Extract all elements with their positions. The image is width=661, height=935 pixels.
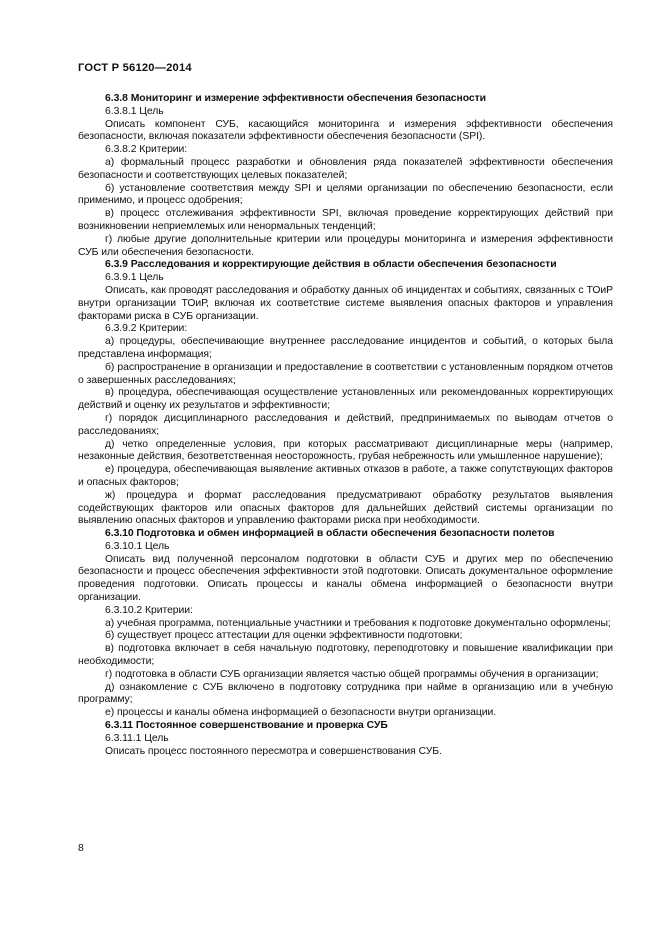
paragraph: в) процесс отслеживания эффективности SPI, включая проведение корректирующих действий при возникновении неприемлемых или ненормальных тенденций;: [78, 208, 613, 232]
paragraph: 6.3.10.2 Критерии:: [105, 604, 193, 616]
paragraph: г) любые другие дополнительные критерии или процедуры мониторинга и измерения эффективности СУБ или обеспечения безопасности.: [78, 233, 613, 258]
paragraph: в) подготовка включает в себя начальную подготовку, переподготовку и повышение квалификации при необходимости;: [78, 643, 613, 668]
paragraph: д) четко определенные условия, при которых рассматривают дисциплинарные меры (например, незаконные действия, безответственная неосторожность, грубая небрежность или умышленное нарушение);: [78, 438, 613, 463]
page-number: 8: [78, 843, 84, 854]
paragraph: 6.3.8.1 Цель: [105, 105, 164, 117]
paragraph: 6.3.11.1 Цель: [105, 732, 169, 744]
paragraph: в) процедура, обеспечивающая осуществление установленных или рекомендованных корректирующих действий и оценку их результатов и эффективности;: [78, 387, 613, 412]
paragraph: б) установление соответствия между SPI и целями организации по обеспечению безопасности, если применимо, и процесс одобрения;: [78, 182, 613, 207]
document-header-standard-id: ГОСТ Р 56120—2014: [78, 62, 192, 74]
paragraph: 6.3.8.2 Критерии:: [105, 144, 188, 156]
paragraph: б) распространение в организации и предоставление в соответствии с установленным порядком отчетов о завершенных расследованиях;: [78, 361, 613, 386]
section-heading: 6.3.10 Подготовка и обмен информацией в области обеспечения безопасности полетов: [105, 528, 555, 540]
paragraph: Описать вид полученной персоналом подготовки в области СУБ и других мер по обеспечению безопасности и процесс обеспечения эффективности этой подготовки. Описать документальное оформление проведения подготовки. Описать процессы и каналы обмена информацией о безопасности внутри организации.: [78, 553, 613, 604]
paragraph: г) порядок дисциплинарного расследования и действий, предпринимаемых по выводам отчетов о расследованиях;: [78, 412, 613, 437]
paragraph: ж) процедура и формат расследования предусматривают обработку результатов выявления содействующих факторов или опасных факторов для дальнейших действий системы организации по выявлению опасных факторов и управлению факторами риска при необходимости.: [78, 489, 613, 527]
paragraph: е) процедура, обеспечивающая выявление активных отказов в работе, а также сопутствующих факторов и опасных факторов;: [78, 464, 613, 488]
paragraph: 6.3.9.2 Критерии:: [105, 323, 188, 335]
paragraph: Описать процесс постоянного пересмотра и совершенствования СУБ.: [105, 745, 442, 757]
paragraph: г) подготовка в области СУБ организации является частью общей программы обучения в организации;: [105, 668, 599, 680]
paragraph: д) ознакомление с СУБ включено в подготовку сотрудника при найме в организацию или в учебную программу;: [78, 681, 613, 706]
paragraph: а) учебная программа, потенциальные участники и требования к подготовке документально оформлены;: [105, 617, 611, 629]
section-heading: 6.3.11 Постоянное совершенствование и проверка СУБ: [105, 720, 388, 732]
paragraph: е) процессы и каналы обмена информацией о безопасности внутри организации.: [105, 707, 497, 719]
paragraph: б) существует процесс аттестации для оценки эффективности подготовки;: [105, 630, 463, 642]
paragraph: Описать, как проводят расследования и обработку данных об инцидентах и событиях, связанных с ТОиР внутри организации ТОиР, включая их соответствие системе выявления опасных факторов и управления факторами риска в СУБ организации.: [78, 284, 613, 322]
section-heading: 6.3.8 Мониторинг и измерение эффективности обеспечения безопасности: [105, 93, 487, 104]
paragraph: а) процедуры, обеспечивающие внутреннее расследование инцидентов и событий, о которых была представлена информация;: [78, 336, 613, 360]
document-body: [78, 93, 613, 758]
paragraph: 6.3.9.1 Цель: [105, 272, 164, 284]
paragraph: 6.3.10.1 Цель: [105, 540, 170, 552]
paragraph: Описать компонент СУБ, касающийся мониторинга и измерения эффективности обеспечения безопасности, включая показатели эффективности обеспечения безопасности (SPI).: [78, 118, 613, 143]
paragraph: а) формальный процесс разработки и обновления ряда показателей эффективности обеспечения безопасности и соответствующих целевых показателей;: [78, 156, 613, 181]
section-heading: 6.3.9 Расследования и корректирующие действия в области обеспечения безопасности: [105, 259, 557, 271]
